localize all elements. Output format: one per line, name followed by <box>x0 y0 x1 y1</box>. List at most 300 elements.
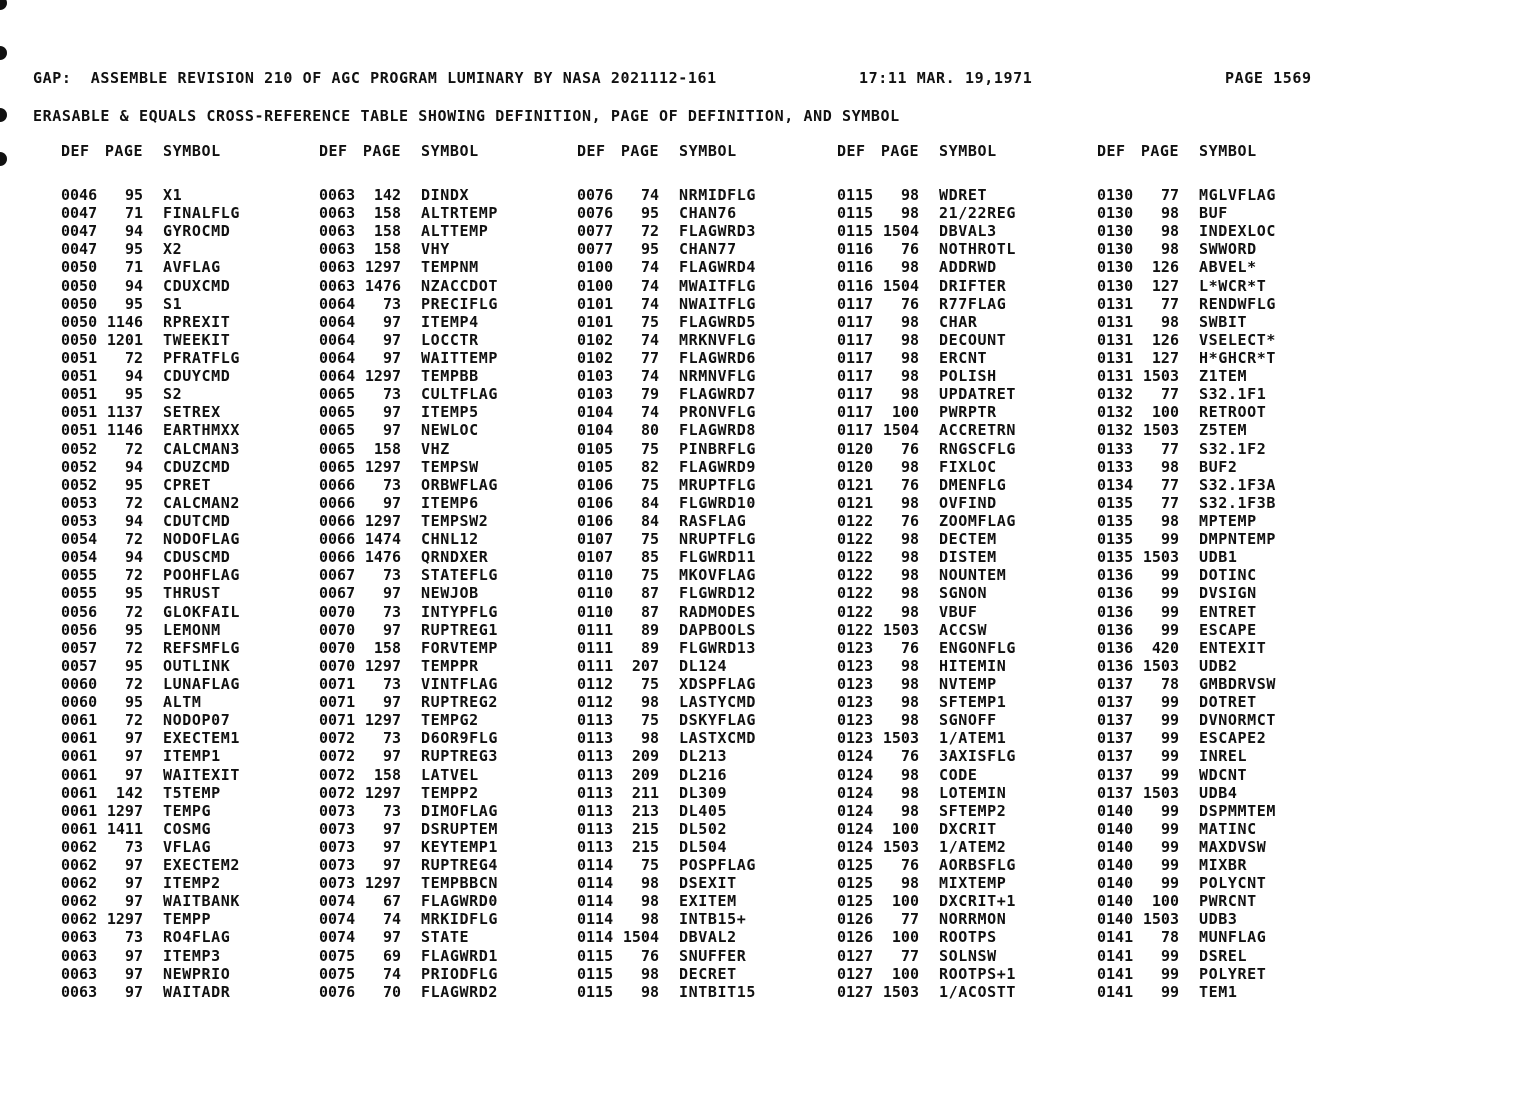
table-row <box>577 367 837 385</box>
table-row <box>319 222 579 240</box>
symbol-cell: ABVEL* <box>1199 258 1257 277</box>
table-row <box>61 584 321 602</box>
symbol-cell: SGNOFF <box>939 711 997 730</box>
def-cell: 0070 <box>319 620 356 639</box>
symbol-cell: MIXBR <box>1199 856 1248 875</box>
symbol-cell: DL213 <box>679 747 728 766</box>
symbol-cell: VFLAG <box>163 837 212 856</box>
page-cell: 78 <box>1160 674 1179 693</box>
page-cell: 74 <box>382 910 401 929</box>
symbol-cell: STATEFLG <box>421 566 499 585</box>
symbol-cell: TEMPP2 <box>421 783 479 802</box>
page-cell: 211 <box>631 783 659 802</box>
def-cell: 0064 <box>319 367 356 386</box>
table-row <box>837 566 1097 584</box>
table-row <box>577 874 837 892</box>
def-cell: 0127 <box>837 946 874 965</box>
symbol-cell: COSMG <box>163 819 212 838</box>
header-page-number: PAGE 1569 <box>1225 69 1312 87</box>
page-cell: 72 <box>124 439 143 458</box>
page-cell: 97 <box>382 928 401 947</box>
symbol-cell: MGLVFLAG <box>1199 186 1277 204</box>
page-cell: 76 <box>900 747 919 766</box>
table-row <box>837 548 1097 566</box>
symbol-cell: XDSPFLAG <box>679 674 757 693</box>
def-cell: 0052 <box>61 475 98 494</box>
table-row <box>837 530 1097 548</box>
symbol-cell: ROOTPS <box>939 928 997 947</box>
def-cell: 0140 <box>1097 837 1134 856</box>
page-cell: 99 <box>1160 819 1179 838</box>
def-cell: 0123 <box>837 656 874 675</box>
page-cell: 1297 <box>364 711 401 730</box>
table-row <box>577 258 837 276</box>
symbol-cell: UDB2 <box>1199 656 1238 675</box>
page-cell: 1146 <box>106 312 143 331</box>
table-row <box>319 548 579 566</box>
page-cell: 1297 <box>364 258 401 277</box>
def-cell: 0126 <box>837 928 874 947</box>
def-cell: 0124 <box>837 783 874 802</box>
page-cell: 97 <box>382 421 401 440</box>
symbol-cell: UDB1 <box>1199 548 1238 567</box>
symbol-cell: MWAITFLG <box>679 276 757 295</box>
table-row <box>577 892 837 910</box>
table-row <box>319 820 579 838</box>
page-cell: 98 <box>1160 222 1179 241</box>
page-cell: 97 <box>124 892 143 911</box>
def-cell: 0077 <box>577 240 614 259</box>
symbol-cell: CDUYCMD <box>163 367 231 386</box>
page-cell: 73 <box>382 602 401 621</box>
def-cell: 0073 <box>319 874 356 893</box>
page-cell: 1504 <box>622 928 659 947</box>
def-cell: 0061 <box>61 801 98 820</box>
symbol-cell: LOCCTR <box>421 330 479 349</box>
table-row <box>319 910 579 928</box>
page-cell: 98 <box>1160 240 1179 259</box>
def-cell: 0066 <box>319 530 356 549</box>
def-cell: 0135 <box>1097 548 1134 567</box>
table-row <box>61 874 321 892</box>
symbol-cell: MIXTEMP <box>939 874 1007 893</box>
table-row <box>319 476 579 494</box>
symbol-cell: SOLNSW <box>939 946 997 965</box>
def-cell: 0134 <box>1097 475 1134 494</box>
page-cell: 99 <box>1160 711 1179 730</box>
page-cell: 72 <box>124 348 143 367</box>
table-row <box>577 240 837 258</box>
symbol-cell: DSKYFLAG <box>679 711 757 730</box>
def-cell: 0131 <box>1097 330 1134 349</box>
symbol-cell: WDRET <box>939 186 988 204</box>
table-row <box>577 476 837 494</box>
symbol-cell: NZACCDOT <box>421 276 499 295</box>
def-cell: 0113 <box>577 747 614 766</box>
page-cell: 100 <box>1151 892 1179 911</box>
page-cell: 98 <box>900 457 919 476</box>
page-cell: 97 <box>382 693 401 712</box>
symbol-cell: CHAN77 <box>679 240 737 259</box>
def-cell: 0135 <box>1097 511 1134 530</box>
page-cell: 97 <box>124 765 143 784</box>
page-cell: 99 <box>1160 584 1179 603</box>
def-cell: 0064 <box>319 294 356 313</box>
def-cell: 0065 <box>319 457 356 476</box>
page-cell: 77 <box>1160 439 1179 458</box>
page-cell: 94 <box>124 548 143 567</box>
binder-hole <box>0 152 7 166</box>
page-cell: 87 <box>640 602 659 621</box>
table-row <box>319 512 579 530</box>
table-row <box>1097 584 1357 602</box>
table-column-group <box>837 140 1097 1001</box>
symbol-cell: ACCSW <box>939 620 988 639</box>
table-row <box>319 421 579 439</box>
table-row <box>1097 313 1357 331</box>
page-cell: 76 <box>900 294 919 313</box>
def-cell: 0122 <box>837 602 874 621</box>
symbol-cell: SNUFFER <box>679 946 747 965</box>
def-cell: 0123 <box>837 693 874 712</box>
page-cell: 71 <box>124 258 143 277</box>
table-row <box>319 349 579 367</box>
symbol-cell: RPREXIT <box>163 312 231 331</box>
page-cell: 73 <box>382 674 401 693</box>
table-row <box>61 313 321 331</box>
table-row <box>1097 548 1357 566</box>
table-row <box>577 784 837 802</box>
symbol-cell: ADDRWD <box>939 258 997 277</box>
page-cell: 89 <box>640 638 659 657</box>
table-row <box>61 621 321 639</box>
symbol-cell: PRECIFLG <box>421 294 499 313</box>
def-cell: 0122 <box>837 620 874 639</box>
def-cell: 0070 <box>319 638 356 657</box>
symbol-cell: DIMOFLAG <box>421 801 499 820</box>
def-cell: 0137 <box>1097 783 1134 802</box>
table-row <box>577 385 837 403</box>
symbol-cell: SFTEMP1 <box>939 693 1007 712</box>
page-cell: 67 <box>382 892 401 911</box>
table-row <box>577 729 837 747</box>
symbol-cell: S32.1F1 <box>1199 385 1267 404</box>
symbol-cell: Z5TEM <box>1199 421 1248 440</box>
symbol-cell: MRUPTFLG <box>679 475 757 494</box>
page-cell: 97 <box>382 403 401 422</box>
symbol-cell: FLAGWRD6 <box>679 348 757 367</box>
symbol-cell: RUPTREG2 <box>421 693 499 712</box>
symbol-cell: POLYCNT <box>1199 874 1267 893</box>
table-row <box>1097 331 1357 349</box>
page-cell: 99 <box>1160 765 1179 784</box>
table-row <box>61 657 321 675</box>
table-row <box>319 277 579 295</box>
table-row <box>577 711 837 729</box>
def-cell: 0057 <box>61 656 98 675</box>
page-cell: 94 <box>124 511 143 530</box>
def-cell: 0123 <box>837 729 874 748</box>
table-row <box>61 421 321 439</box>
table-row <box>61 458 321 476</box>
def-cell: 0047 <box>61 204 98 223</box>
symbol-cell: ENTEXIT <box>1199 638 1267 657</box>
table-row <box>319 711 579 729</box>
table-row <box>577 204 837 222</box>
def-cell: 0113 <box>577 783 614 802</box>
def-cell: 0050 <box>61 258 98 277</box>
table-row <box>1097 693 1357 711</box>
def-cell: 0064 <box>319 330 356 349</box>
def-cell: 0115 <box>837 222 874 241</box>
table-row <box>577 657 837 675</box>
symbol-cell: NODOFLAG <box>163 530 241 549</box>
symbol-cell: NRUPTFLG <box>679 530 757 549</box>
table-row <box>319 892 579 910</box>
table-row <box>61 965 321 983</box>
table-row <box>61 548 321 566</box>
page-cell: 1503 <box>882 729 919 748</box>
symbol-cell: NVTEMP <box>939 674 997 693</box>
def-cell: 0067 <box>319 566 356 585</box>
table-row <box>577 584 837 602</box>
symbol-cell: RADMODES <box>679 602 757 621</box>
def-cell: 0062 <box>61 837 98 856</box>
symbol-cell: WAITADR <box>163 982 231 1001</box>
page-cell: 97 <box>124 964 143 983</box>
def-cell: 0063 <box>319 258 356 277</box>
table-row <box>577 458 837 476</box>
table-row <box>1097 530 1357 548</box>
page-cell: 75 <box>640 711 659 730</box>
symbol-cell: TWEEKIT <box>163 330 231 349</box>
def-cell: 0053 <box>61 493 98 512</box>
page-cell: 1503 <box>1142 783 1179 802</box>
symbol-cell: LATVEL <box>421 765 479 784</box>
page-cell: 95 <box>124 385 143 404</box>
table-row <box>837 385 1097 403</box>
page-cell: 84 <box>640 493 659 512</box>
def-cell: 0115 <box>837 186 874 204</box>
def-cell: 0133 <box>1097 439 1134 458</box>
def-cell: 0061 <box>61 729 98 748</box>
page-cell: 73 <box>382 566 401 585</box>
table-row <box>577 947 837 965</box>
page-cell: 98 <box>900 711 919 730</box>
table-row <box>61 711 321 729</box>
table-row <box>319 258 579 276</box>
def-cell: 0122 <box>837 566 874 585</box>
def-cell: 0137 <box>1097 674 1134 693</box>
symbol-cell: LOTEMIN <box>939 783 1007 802</box>
symbol-cell: TEMPBB <box>421 367 479 386</box>
table-row <box>837 729 1097 747</box>
symbol-cell: DMPNTEMP <box>1199 530 1277 549</box>
page-cell: 99 <box>1160 747 1179 766</box>
def-cell: 0063 <box>319 222 356 241</box>
def-cell: 0117 <box>837 348 874 367</box>
table-row <box>577 820 837 838</box>
page-cell: 97 <box>124 874 143 893</box>
def-cell: 0056 <box>61 602 98 621</box>
def-cell: 0065 <box>319 385 356 404</box>
symbol-cell: OUTLINK <box>163 656 231 675</box>
page-cell: 74 <box>640 186 659 204</box>
symbol-cell: DBVAL2 <box>679 928 737 947</box>
symbol-cell: RUPTREG1 <box>421 620 499 639</box>
table-row <box>837 747 1097 765</box>
def-cell: 0114 <box>577 928 614 947</box>
symbol-cell: DISTEM <box>939 548 997 567</box>
table-row <box>319 458 579 476</box>
def-cell: 0117 <box>837 385 874 404</box>
table-row <box>61 349 321 367</box>
table-row <box>577 856 837 874</box>
symbol-cell: DRIFTER <box>939 276 1007 295</box>
def-cell: 0106 <box>577 511 614 530</box>
page-cell: 1137 <box>106 403 143 422</box>
page-cell: 95 <box>124 620 143 639</box>
symbol-cell: TEMPSW <box>421 457 479 476</box>
def-cell: 0131 <box>1097 367 1134 386</box>
table-row <box>837 476 1097 494</box>
symbol-cell: S32.1F2 <box>1199 439 1267 458</box>
table-row <box>577 440 837 458</box>
page-cell: 73 <box>382 729 401 748</box>
def-cell: 0117 <box>837 330 874 349</box>
table-row <box>61 222 321 240</box>
table-row <box>1097 675 1357 693</box>
table-row <box>1097 729 1357 747</box>
symbol-cell: 1/ATEM2 <box>939 837 1007 856</box>
page-cell: 1503 <box>882 982 919 1001</box>
table-row <box>1097 639 1357 657</box>
table-row <box>319 838 579 856</box>
page-cell: 79 <box>640 385 659 404</box>
table-row <box>577 965 837 983</box>
def-cell: 0137 <box>1097 729 1134 748</box>
def-cell: 0114 <box>577 892 614 911</box>
table-row <box>1097 476 1357 494</box>
symbol-cell: ROOTPS+1 <box>939 964 1017 983</box>
def-cell: 0141 <box>1097 964 1134 983</box>
table-row <box>1097 983 1357 1001</box>
symbol-cell: VBUF <box>939 602 978 621</box>
def-cell: 0047 <box>61 240 98 259</box>
symbol-cell: WAITTEMP <box>421 348 499 367</box>
page-cell: 76 <box>900 475 919 494</box>
page-header: PAGE <box>620 142 659 160</box>
table-row <box>577 313 837 331</box>
symbol-cell: SETREX <box>163 403 221 422</box>
page-cell: 1297 <box>106 910 143 929</box>
def-cell: 0132 <box>1097 421 1134 440</box>
def-cell: 0140 <box>1097 892 1134 911</box>
page-cell: 98 <box>640 892 659 911</box>
table-row <box>61 186 321 204</box>
page-cell: 76 <box>900 439 919 458</box>
symbol-cell: CHNL12 <box>421 530 479 549</box>
page-cell: 1503 <box>1142 656 1179 675</box>
symbol-cell: FLAGWRD8 <box>679 421 757 440</box>
page-cell: 127 <box>1151 348 1179 367</box>
table-row <box>837 512 1097 530</box>
page-cell: 98 <box>900 530 919 549</box>
def-cell: 0125 <box>837 856 874 875</box>
symbol-cell: DL309 <box>679 783 728 802</box>
table-row <box>837 403 1097 421</box>
def-cell: 0131 <box>1097 348 1134 367</box>
def-cell: 0072 <box>319 729 356 748</box>
symbol-cell: PWRPTR <box>939 403 997 422</box>
table-row <box>61 747 321 765</box>
table-row <box>1097 802 1357 820</box>
def-cell: 0117 <box>837 403 874 422</box>
symbol-cell: PRIODFLG <box>421 964 499 983</box>
page-cell: 1504 <box>882 421 919 440</box>
table-row <box>61 440 321 458</box>
def-cell: 0124 <box>837 837 874 856</box>
def-cell: 0063 <box>319 240 356 259</box>
table-row <box>319 385 579 403</box>
table-row <box>61 494 321 512</box>
symbol-cell: ITEMP3 <box>163 946 221 965</box>
def-cell: 0050 <box>61 330 98 349</box>
symbol-cell: ORBWFLAG <box>421 475 499 494</box>
page-header: PAGE <box>1140 142 1179 160</box>
table-row <box>1097 258 1357 276</box>
table-row <box>319 295 579 313</box>
page-cell: 94 <box>124 367 143 386</box>
def-cell: 0124 <box>837 765 874 784</box>
def-cell: 0101 <box>577 294 614 313</box>
table-row <box>61 856 321 874</box>
def-cell: 0136 <box>1097 656 1134 675</box>
table-row <box>1097 784 1357 802</box>
page-cell: 74 <box>640 276 659 295</box>
def-cell: 0140 <box>1097 801 1134 820</box>
table-row <box>1097 838 1357 856</box>
page-cell: 100 <box>891 819 919 838</box>
def-cell: 0113 <box>577 711 614 730</box>
symbol-cell: FLAGWRD0 <box>421 892 499 911</box>
symbol-cell: ACCRETRN <box>939 421 1017 440</box>
symbol-cell: 1/ATEM1 <box>939 729 1007 748</box>
table-row <box>837 349 1097 367</box>
symbol-cell: NWAITFLG <box>679 294 757 313</box>
def-cell: 0117 <box>837 421 874 440</box>
page-cell: 98 <box>900 765 919 784</box>
page-cell: 209 <box>631 747 659 766</box>
table-row <box>61 403 321 421</box>
def-cell: 0125 <box>837 892 874 911</box>
def-cell: 0054 <box>61 548 98 567</box>
symbol-cell: DSPMMTEM <box>1199 801 1277 820</box>
symbol-cell: THRUST <box>163 584 221 603</box>
page-cell: 72 <box>124 602 143 621</box>
symbol-cell: FLAGWRD3 <box>679 222 757 241</box>
table-row <box>1097 494 1357 512</box>
symbol-cell: TEMPG2 <box>421 711 479 730</box>
symbol-cell: DXCRIT <box>939 819 997 838</box>
page-cell: 73 <box>382 294 401 313</box>
page-cell: 1503 <box>882 620 919 639</box>
def-cell: 0107 <box>577 548 614 567</box>
table-row <box>577 639 837 657</box>
symbol-cell: TEMPPR <box>421 656 479 675</box>
header-assembly-line: GAP: ASSEMBLE REVISION 210 OF AGC PROGRAM LUMINARY BY NASA 2021112-161 <box>33 69 717 87</box>
symbol-cell: LASTXCMD <box>679 729 757 748</box>
